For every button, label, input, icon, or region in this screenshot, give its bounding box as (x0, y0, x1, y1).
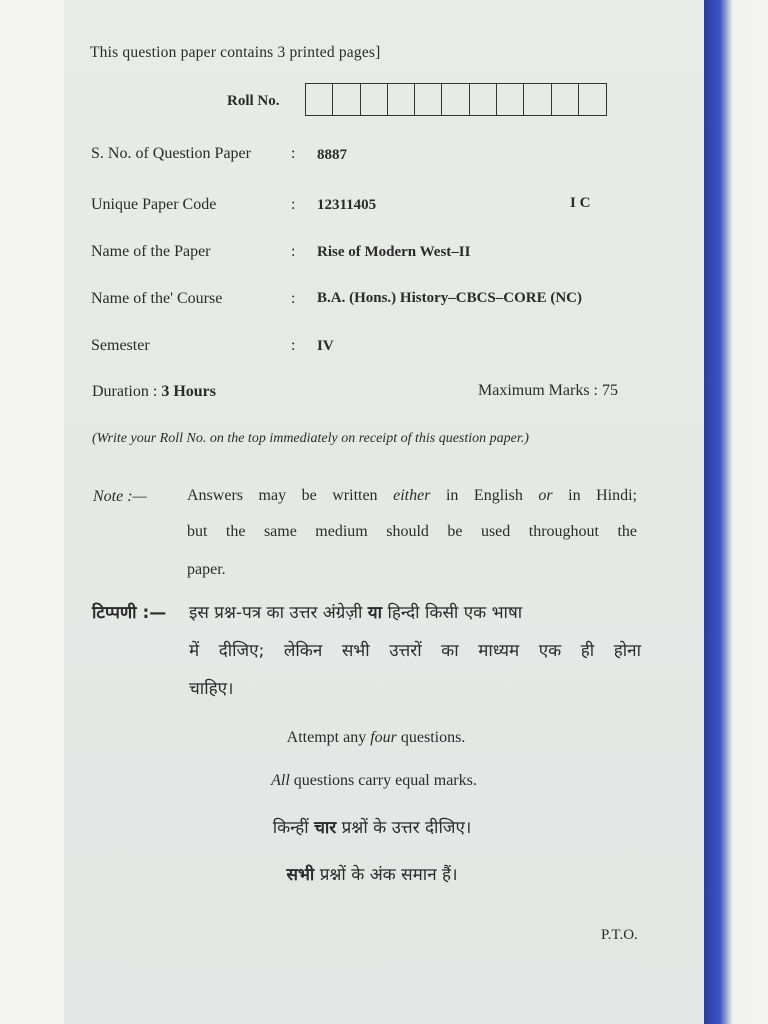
roll-box (524, 84, 551, 115)
paper-code-label: Unique Paper Code (91, 196, 217, 213)
equal-marks-instruction: All questions carry equal marks. (271, 772, 477, 789)
roll-box (306, 84, 333, 115)
page-count-header: This question paper contains 3 printed pages] (90, 44, 381, 61)
roll-box (470, 84, 497, 115)
hindi-note-line-1: इस प्रश्न-पत्र का उत्तर अंग्रेज़ी या हिन्दी किसी एक भाषा (189, 603, 523, 623)
roll-no-boxes (305, 83, 607, 116)
paper-code-suffix: I C (570, 195, 591, 211)
max-marks: Maximum Marks : 75 (478, 382, 618, 399)
hindi-note-label: टिप्पणी :— (92, 603, 167, 623)
attempt-instruction: Attempt any four questions. (286, 729, 466, 746)
question-paper (64, 0, 704, 1024)
semester-value: IV (317, 338, 334, 354)
roll-no-label: Roll No. (227, 93, 280, 109)
roll-box (497, 84, 524, 115)
roll-box (333, 84, 360, 115)
roll-no-instruction: (Write your Roll No. on the top immediately on receipt of this question paper.) (92, 431, 529, 446)
paper-name-value: Rise of Modern West–II (317, 244, 471, 260)
roll-box (415, 84, 442, 115)
note-line-2: but the same medium should be used throughout the (187, 523, 637, 540)
roll-box (361, 84, 388, 115)
hindi-attempt-instruction: किन्हीं चार प्रश्नों के उत्तर दीजिए। (272, 818, 472, 838)
roll-box (579, 84, 606, 115)
note-label: Note :— (93, 488, 147, 505)
field-colon: : (291, 337, 296, 354)
duration (92, 383, 216, 401)
hindi-note-line-2: में दीजिए; लेकिन सभी उत्तरों का माध्यम एक ही होना (189, 641, 641, 661)
hindi-equal-marks: सभी प्रश्नों के अंक समान हैं। (286, 865, 458, 885)
pto-label: P.T.O. (601, 927, 638, 943)
field-colon: : (291, 145, 296, 162)
field-colon: : (291, 243, 296, 260)
field-colon: : (291, 196, 296, 213)
paper-name-label: Name of the Paper (91, 243, 211, 260)
serial-no-label: S. No. of Question Paper (91, 145, 251, 162)
hindi-note-line-3: चाहिए। (189, 679, 234, 699)
note-line-3: paper. (187, 561, 226, 578)
duration-value: 3 Hours (161, 383, 216, 400)
field-colon: : (291, 290, 296, 307)
duration-label: Duration : (92, 383, 162, 400)
course-name-value: B.A. (Hons.) History–CBCS–CORE (NC) (317, 290, 583, 306)
roll-box (552, 84, 579, 115)
note-line-1: Answers may be written either in English or in Hindi; (187, 487, 637, 504)
semester-label: Semester (91, 337, 150, 354)
background-right-binder (704, 0, 768, 1024)
roll-box (442, 84, 469, 115)
course-name-label: Name of the' Course (91, 290, 223, 307)
serial-no-value: 8887 (317, 147, 347, 163)
paper-code-value: 12311405 (317, 197, 377, 213)
roll-box (388, 84, 415, 115)
